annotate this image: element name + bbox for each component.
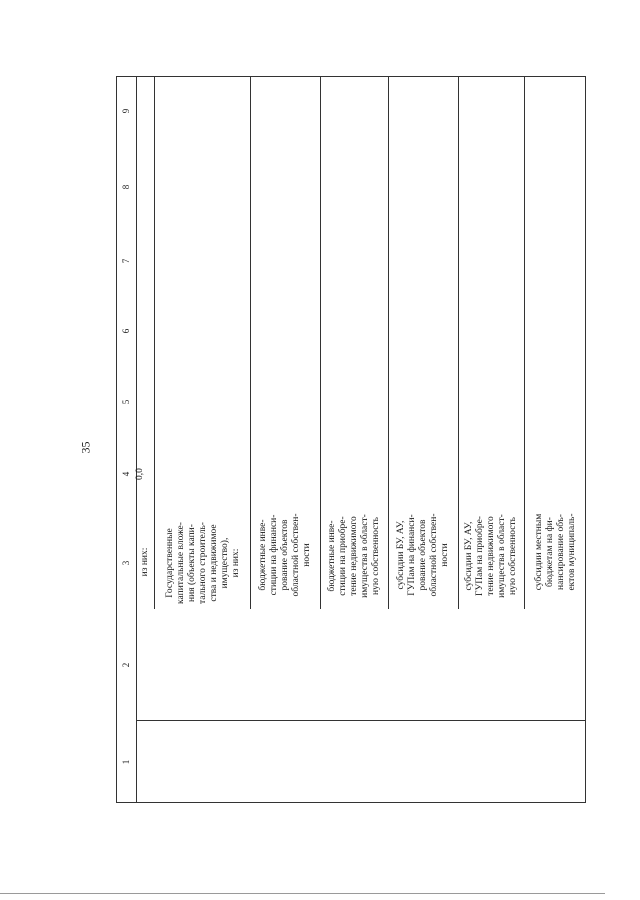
column-number-6: 6 (120, 328, 131, 334)
column-number-5: 5 (120, 399, 131, 405)
row-divider (250, 76, 251, 609)
column-number-3: 3 (120, 560, 131, 566)
row-label: Государственные капитальные вложе- ния (объекты капи- тального строитель- ства и недвижимое имущество), из них: (164, 522, 241, 604)
row-divider (388, 76, 389, 609)
table-bottom-border (116, 802, 586, 803)
column-number-9: 9 (120, 108, 131, 114)
row-value-col4: 0,0 (134, 468, 145, 480)
page-number: 35 (78, 441, 93, 454)
row-divider (524, 76, 525, 609)
column-number-1: 1 (120, 759, 131, 765)
row-label: субсидии БУ, АУ, ГУПам на финанси- рование объектов областной собствен- ности (395, 513, 450, 597)
row-label: субсидии местным бюджетам на фи- нансирование объ- ектов муниципаль- (534, 513, 577, 591)
row-label: бюджетные инве- стиции на финанси- рование объектов областной собствен- ности (257, 513, 312, 597)
column-number-bottom-rule (136, 720, 586, 721)
row-divider (154, 76, 155, 609)
row-label: бюджетные инве- стиции на приобре- тение недвижимого имущества в област- ную собственность (326, 514, 381, 598)
table-top-border (116, 76, 586, 77)
page-bottom-rule (0, 893, 605, 894)
column-number-8: 8 (120, 184, 131, 190)
row-label: субсидии БУ, АУ, ГУПам на приобре- тение недвижимого имущества в област- ную собственность (463, 514, 518, 598)
column-number-7: 7 (120, 258, 131, 264)
column-number-4: 4 (120, 471, 131, 477)
table-right-border (585, 76, 586, 803)
row-label: из них: (139, 547, 150, 577)
column-number-row-divider (136, 76, 137, 803)
column-number-2: 2 (120, 662, 131, 668)
